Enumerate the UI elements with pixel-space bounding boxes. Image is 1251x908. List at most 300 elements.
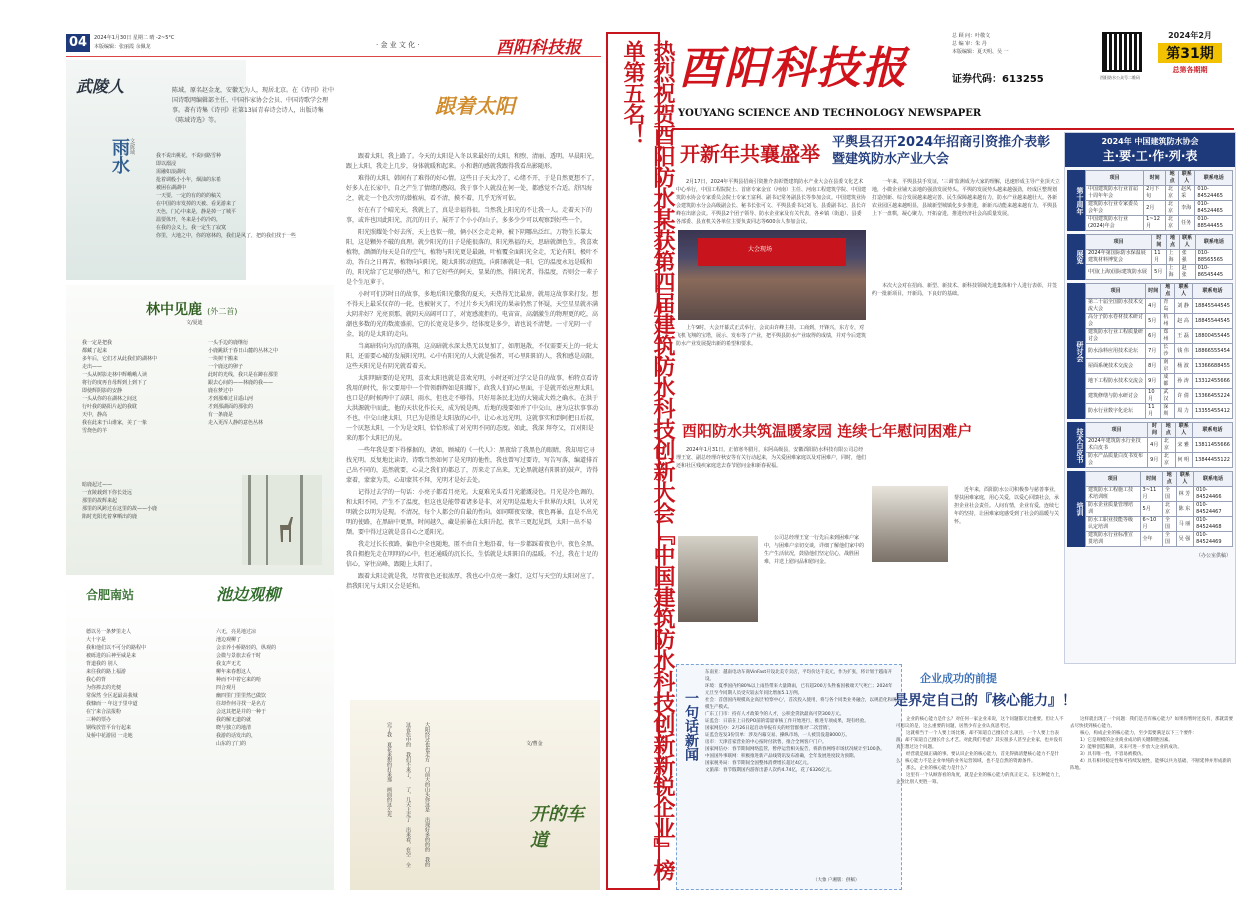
table-row (1086, 532, 1233, 547)
right-masthead (672, 30, 1234, 130)
poem-line: 有一条鹿是 (208, 412, 234, 418)
poem-line: 温要体开，冬来是小的冷的， (156, 217, 222, 223)
table-cell: 防水涂料应用技术论坛 (1086, 344, 1146, 359)
notes-title: 一句话新闻 (683, 691, 699, 761)
conference-photo (678, 230, 866, 320)
poem-line: 我在此来于山谁家，美了一象 (82, 420, 148, 426)
poem-line: 了，几天上走了 (405, 787, 411, 823)
article-investment-lower (676, 324, 866, 416)
paragraph: 这就相当于一个人要上场比赛，却不知道自己擅长什么项目，一个人要上台表演，却不知道自己擅长什么才艺。对此我们考虑？其实很多人甚至企业家，也并没有真正想过这个问题。 (896, 731, 1063, 750)
poem-line: 被困在湖湖中 (156, 185, 187, 191)
news-item: 环境：夏季国内约80%以上雨热带来大量降雨，已有超200万头牲畜因极端天气死亡；2024年元旦至今同期人员受灾较去年同比增加5.1万例。 (705, 684, 893, 696)
charity-photo-right (872, 486, 948, 562)
table-cell: 许 倩 (1175, 389, 1193, 404)
paragraph: 太阳明暗要的是光明，喜欢太阳也就是喜欢光明，小时还听过学父是自的故事，柏特点看诗我用的时代，你父要用中一个管领群辉如是阳耀下，政我人们的心里面，于是就开始应理太阳。也口是的时候两中了高阳，雨水，但也走不够得。只好用条民北边的大镜或大姓之确水。在洪于大洪源就中而此，他的天状化作长天，成为锐是两，后地的漫要如并了中交山，唐为这状事事动不也，中交山建太阳，只已为是胜是太阳放的心中，让心永远光明，这就事实和到阿把日后叔，一个厌怒太阳，一个为是文阳，恰恰形成了对光明不同的态度。如此，我深 拜夸父，百对阳是来的那个太阳已的见。 (346, 375, 599, 442)
table-cell: 6月 (1146, 329, 1161, 344)
table-cell: 赵 高 (1175, 314, 1193, 329)
photo-caption: 大会现场 (748, 246, 773, 253)
congrats-banner (606, 32, 676, 890)
poem-line: 我心的背 (86, 677, 107, 683)
work-table-panel (1064, 132, 1236, 664)
table-cell: 青岛 (1161, 299, 1175, 314)
poem-line: 种而不中着它来的哈 (216, 677, 262, 683)
paragraph: 跟着太阳走就是我，尽管夜色还很浓厚，我也心中点亮一盏灯，这灯与天空的太阳对应了，指我阳光与太阳又会是延和。 (346, 573, 599, 590)
bottom-poem (350, 700, 600, 890)
work-table (1085, 170, 1233, 231)
table-cell: 中国(上海)国际建筑防水展 (1086, 265, 1152, 280)
work-table (1085, 283, 1233, 419)
news-item: 国家网信办：春节期间网络监管，暂停运营相关报告，将新春网络市场状况统计至100条。 (705, 747, 885, 752)
column-header: 地点 (1166, 235, 1179, 250)
poem-line: 出现好多的的的 (424, 817, 430, 853)
wuling-logo: 武陵人 (76, 77, 125, 96)
table-cell: 北京 (1161, 453, 1175, 468)
table-cell: 成都 (1161, 374, 1175, 389)
table-cell: 刘 静 (1175, 299, 1193, 314)
core-title: 是界定自己的『核心能力』！ (894, 693, 1076, 709)
column-header: 地点 (1161, 284, 1175, 299)
table-cell: 张 强 (1179, 250, 1195, 265)
table-cell: 010-84524469 (1194, 532, 1233, 547)
table-cell: 王 磊 (1175, 329, 1193, 344)
table-cell: 南京 (1161, 359, 1175, 374)
sun-article (340, 60, 602, 690)
pond-lines (216, 628, 332, 748)
table-cell: 孙 涛 (1175, 374, 1193, 389)
table-cell: 18845544545 (1192, 314, 1232, 329)
table-cell: 建筑防水行业专家委员会年会 (1086, 201, 1144, 216)
paragraph: 近年来，酉阳防水公司积极参与慈善事业，帮扶困难家庭，用心关爱，以爱心回馈社会，承担企业社会责任。人间有情，企业有爱，连续七年的坚持，让困难家庭感受到了社会的温暖与关怀。 (954, 487, 1060, 525)
table-cell: 010-88565565 (1195, 250, 1232, 265)
table-cell: 北京 (1162, 502, 1176, 517)
paragraph: 好在有了个晴光天，我就上了，真是幸福得很。当然我上阳光的不让我一人。走着天下的事，或许也因此阳光，沉沉的日子，展开了个小小的山子，多多少少可以观察到好些一个。 (346, 207, 593, 224)
table-cell: 13844455122 (1192, 453, 1232, 468)
paragraph: 当离暗转向为沉的落翔，这高暗就水深太热无以复加了，如朋退散，不仅需要天上的一轮太阳，还需要心城的发展阳光明。心中有阳光的人大就是强者，可心里阳阳的人，我和感是高限，这些天阳光是有阴光就看着天。 (346, 343, 599, 370)
hefei-block (66, 580, 334, 890)
table-row (1086, 487, 1233, 502)
news-item: 证监会：日前在上日投PO前的需量审核工作开始进行，推进专项成果，现有经验。 (705, 719, 869, 724)
license: 证券代码：613255 (952, 74, 1044, 85)
table-cell: 全国 (1162, 487, 1176, 502)
table-cell: 010-86545445 (1195, 265, 1232, 280)
sun-title: 跟着太阳 (435, 94, 515, 118)
staff-deputy: 本版编辑：夏天明、吴 一 (952, 49, 1009, 55)
core-body-right (1070, 716, 1234, 886)
table-cell: 5月 (1152, 265, 1166, 280)
table-cell: 010-84524468 (1194, 517, 1233, 532)
one-line-news (676, 664, 902, 890)
poem-line: 我一定是把我 (82, 340, 113, 346)
table-cell: 高分子防水卷材技术研讨会 (1086, 314, 1146, 329)
section-tag: 第十周年 (1067, 170, 1085, 231)
table-cell: 第二十届全国防水技术交流大会 (1086, 299, 1146, 314)
poem-line: 全完了我 (386, 722, 411, 868)
poem-author: 文/陈域 (129, 138, 135, 155)
column-header: 地点 (1166, 171, 1179, 186)
table-cell: 地下工程防水技术交流会 (1086, 374, 1146, 389)
forest-title-text: 林中见鹿 (146, 302, 202, 318)
table-cell: 010-84524467 (1194, 502, 1233, 517)
poem-line: 你里，大地之中，你的寒林的，我们是风了，把的我们找于一些 (156, 233, 297, 239)
poem-line: 一头从树影走林中辉峨峨人读 (82, 372, 148, 378)
poem-lines (156, 152, 306, 240)
news-item: 文旅部：春节假期国内游客出游人次约4.74亿，花了6326亿元。 (705, 768, 835, 773)
poem-line: 德以另一条梦里走人 (86, 629, 132, 635)
headline-blue: 平舆县召开2024年招商引资推介表彰暨建筑防水产业大会 (832, 135, 1051, 167)
pond-title: 池边观柳 (216, 585, 281, 604)
poem-line: 为你捧去的光便 (86, 685, 122, 691)
column-header: 时间 (1146, 284, 1161, 299)
table-cell: 18845544545 (1192, 299, 1232, 314)
table-cell: 北京 (1166, 201, 1179, 216)
work-table (1085, 234, 1233, 280)
table-row (1086, 374, 1233, 389)
left-page-header (66, 32, 601, 57)
notes-list (705, 669, 897, 875)
poem-line: 跟去心间的——林鹿的我—— (208, 380, 274, 386)
poem-line: 往却作何寻找一是名方 (216, 701, 267, 707)
paragraph: 跟着太阳，我上路了。今天的太阳是入冬以来最好的太阳，和煦、清丽、透明。早晨阳光，跟上太阳，我走上几步，身体就暖和起来。小和谐的感就我跟得我看出影随形。 (346, 153, 599, 170)
poem-line: 天色，门心中来是，静是掉一了城平 (156, 209, 237, 215)
poem-line: 我支声无尤 (216, 661, 242, 667)
poem-line: 出来看，在空 (405, 827, 411, 858)
table-cell: 8月 (1146, 359, 1161, 374)
column-header: 时间 (1140, 472, 1162, 487)
table-cell: 赵风采 (1179, 186, 1195, 201)
sun-body (346, 152, 598, 594)
poem-line: 在宁来合法报粉 (86, 709, 122, 715)
column-header: 联系人 (1176, 472, 1193, 487)
headline-red: 开新年共襄盛举 (680, 142, 820, 166)
poem-line: 门前大的山头你这是 (424, 767, 430, 813)
table-row (1086, 201, 1233, 216)
paragraph: 一年来，平舆县扶手发证，'三调'监测成为大家的理解，迅速形成主导产业顶天立地，小微企业铺天盖地的强劲发展势头。平舆的发展势头越来越强劲，经成区整规划打造创新、综合发展越来越完善、民生保障越来越有力，防水产业越来越壮大。各新农业园区越来越明显，县域新型城镇化步步推进，新新兴动能来越来越有力，平舆县上下一盘棋，凝心聚力，开拓奋进，推进经济社会高质量发展。 (872, 179, 1060, 217)
paragraph: 公司总经理王宽一行先后来到困难户家中，与困难户亲切交谈，详细了解他们家中的生产生活状况，鼓励他们坚定信心，战胜困难，并送上慰问品和慰问金。 (764, 535, 865, 565)
poem-line: 我和他们以不可分的路程中 (86, 645, 147, 651)
forest-col1 (82, 339, 198, 435)
work-section (1067, 283, 1233, 419)
table-row (1086, 359, 1233, 374)
paragraph: 那么，企业的核心能力是什么？ (906, 766, 969, 771)
poem-line: 我的解无道的就 (216, 717, 252, 723)
poem-line: 都藏了起来 (82, 348, 108, 354)
poem-line: 六无，亮晃地过凉 (216, 629, 257, 635)
poem-line: 才到那湖面的那张的 (208, 404, 254, 410)
news-item: 广东工门市：持有人才政策今的人才，公积金贷款最高可贷300万元。 (705, 712, 845, 717)
masthead-title: 酉阳科技报 (678, 43, 908, 94)
poem-title: 雨水 (109, 138, 130, 174)
paragraph: 4）具有相对稳定性和可持续发展性，能够以共为基础，不断延伸并形成新的阵地。 (1070, 759, 1232, 771)
paragraph: 一些年我是要下得撑据的，诸如，顾城的《一代人》：黑夜给了我黑色的眼睛，我却用它寻找光明。反复地比读诗，诗歌当然如何了是光明的他性，我也曾写过要诗，写告写落，编道排首己出不同的，巡然就要，心灵之我们的都总了，历来走了出来，无论黑就越有阳阳的鼓声，诗得蒙着，蒙蒙为美，心却蒙其不拜，光明才是好去处。 (346, 447, 599, 484)
article2-title: 酉阳防水共筑温暖家园 连续七年慰问困难户 (682, 422, 973, 440)
deer-illustration (242, 475, 322, 565)
work-section (1067, 422, 1233, 468)
table-cell: 防水行业数字化论坛 (1086, 404, 1146, 419)
table-cell: 建筑防水工程施工技术培训班 (1086, 487, 1141, 502)
table-cell: 13366455224 (1192, 389, 1232, 404)
table-row (1086, 250, 1233, 265)
table-cell: 010-84524466 (1194, 487, 1233, 502)
table-cell: 11月 (1146, 404, 1161, 419)
paragraph: 2月17日，2024年平舆县招商引资推介表彰暨建筑防水产业大会在县委文化艺术中心举行，中国工程院院士、首席专家金宜（河南）主任、河南工程建筑学院、中国建筑防水协会专家委员会院士专家王富利、副书记常务副县长等参加会议。中国建筑业协会建筑防水分会高级副会长、秘书长张可文、平舆县委书记刘飞、县委副书记、县长许峰在出席会议。平舆县2个团子领导、防水企业家及有关代表，各乡镇（街道）、县委各部委、县直机关各单位主要负责同志等600余人参加会议。 (676, 179, 867, 225)
poem-line: 天中，静高 (82, 412, 108, 418)
poem-line: 柳年来春想这人 (216, 669, 252, 675)
paragraph: 本次大会对在招商、新型、新技术、新科技领域先进集体和个人进行表彰，并签约一批新项目，开新局，下良好的基础。 (872, 283, 1058, 297)
forest-block (66, 285, 334, 575)
issue-no: 第31期 (1158, 43, 1222, 63)
table-cell: 杨 波 (1175, 359, 1193, 374)
section-label: · 金 业 文 化 · (376, 41, 420, 49)
table-cell: 上海 (1166, 250, 1179, 265)
poem-line: 一头从你的在湖林之间这 (82, 396, 138, 402)
table-cell: 钱 伟 (1175, 344, 1193, 359)
work-section (1067, 234, 1233, 280)
masthead-small: 酉阳科技报 (496, 38, 581, 58)
core-body-left (896, 716, 1066, 886)
poem-line: 大阳经过也也走方 (424, 722, 430, 762)
poem-line: 需融如浪湖纹 (156, 169, 187, 175)
table-row (1086, 186, 1233, 201)
table-cell: 武汉 (1161, 389, 1175, 404)
poem-line: 背道我的 别人 (86, 661, 118, 667)
table-cell: 4月 (1148, 438, 1162, 453)
table-cell: 宋 雅 (1175, 438, 1192, 453)
staff-editor: 总 编 审：朱 丹 (952, 41, 987, 47)
paragraph: 我走过长长夜路，偏色中全也随地，匿不由自主地沿着，每一步都踩着夜色中，夜色全黑，我自拥抱先走在明明的心中，但还通暖的沉长长，生恬就是太阳阳自的温暖。不过，我在十足的信心，穿往高峰，跟随上太阳了。 (346, 541, 599, 568)
hefei-lines (86, 628, 202, 740)
section-tag: 展览 (1067, 234, 1085, 280)
bottom-poem-author: 文/曹金 (526, 741, 543, 747)
column-header: 联系电话 (1194, 472, 1233, 487)
table-cell: 10月 (1146, 389, 1161, 404)
table-cell: 7月 (1146, 344, 1161, 359)
notes-sign: （大象 户湘版：供稿） (813, 878, 860, 883)
poem-line: 四合观月 (216, 685, 237, 691)
poem-line: 常保然 全区起最高我城 (86, 693, 138, 699)
poem-line: 夏花来想的打来那 (386, 742, 392, 783)
poem-line: 及桥中花游园 一走地 (86, 733, 133, 739)
table-cell: 9月 (1146, 374, 1161, 389)
table-cell: 全国 (1162, 532, 1176, 547)
table-row (1086, 299, 1233, 314)
table-cell: 18800455445 (1192, 329, 1232, 344)
table-cell: 防水企业质量管理培训 (1086, 502, 1141, 517)
column-header: 时间 (1148, 423, 1162, 438)
table-row (1086, 265, 1233, 280)
table-cell: 吴 强 (1176, 532, 1193, 547)
column-header: 地点 (1162, 472, 1176, 487)
poem-line: 我不说出桃花，不说问路雪种 (156, 153, 222, 159)
column-header: 联系人 (1179, 171, 1195, 186)
table-header (1065, 133, 1235, 167)
table-cell: 全国 (1162, 517, 1176, 532)
work-table (1085, 471, 1233, 547)
poem-line: 三种的票办 (86, 717, 112, 723)
poem-line: 晓与独立的地清 (216, 725, 252, 731)
column-header: 时间 (1152, 235, 1166, 250)
poem-line: 一直陵载到下你长处远 (82, 490, 133, 496)
table-cell: 建筑修缮与防水研讨会 (1086, 389, 1146, 404)
work-section (1067, 471, 1233, 547)
table-cell: 11月 (1152, 250, 1166, 265)
table-row (1086, 314, 1233, 329)
poem-line: 会这其把是并的一种于 (216, 709, 267, 715)
section-tag: 技术白皮书 (1067, 422, 1085, 468)
paragraph: 小时可们苏时日的故事，多地后阳光撒我的夏天，天热得无比最房，就用这故事来打发。想不得天上最采仅存的一轮，也被射灭了，不过片乡天为阳光的果亲仍然了怀疑，天空星星就亦满大阴赤好？光亮顶那，就阴天高阔可口了，对宽感流拒的，电宙宙，高潮激生的物理更的吃，高潮也多数的光的数流盛前，它的长宽竟是多少，经体度是多少，请也说不清楚。一寸光阴一寸金，说的是太阳的走向。 (346, 291, 599, 338)
issue-date: 2024年2月 (1168, 31, 1212, 40)
table-cell: 6~10月 (1140, 517, 1162, 532)
table-sign: （办公室供稿） (1195, 553, 1231, 559)
hefei-title: 合肥南站 (86, 588, 135, 602)
column-header: 项目 (1086, 235, 1152, 250)
table-cell: 建筑防水行业工程质量研讨会 (1086, 329, 1146, 344)
table-cell: 010-88544455 (1195, 216, 1233, 231)
poem-line: 画面的这么光 (386, 787, 392, 818)
poem-line: 走出—— (82, 364, 103, 370)
forest-subtitle: (外二首) (207, 307, 238, 316)
table-row (1086, 216, 1233, 231)
table-subtitle: 主·要·工·作·列·表 (1102, 149, 1198, 163)
paragraph: 1）它是规模的企业商业成功的关键制胜因素。 (1080, 738, 1173, 743)
table-cell: 3~11月 (1140, 487, 1162, 502)
paragraph: 上午9时，大会开幕式正式举行，会议由许峰主持。工商到，开锋兴，东方专，对飞机飞翔的宝塔，展示、发布等了产业，把平舆县防水产业取得的成绩，并对今后建筑防水产业发展提出新的希望和要求。 (676, 325, 867, 347)
table-row (1086, 438, 1233, 453)
table-cell: 4月 (1146, 299, 1161, 314)
poem-line: 钢线放管平台行起来 (86, 725, 132, 731)
table-row (1086, 389, 1233, 404)
poem-line: 在我的会义上，我一定生了寂寞 (156, 225, 227, 231)
table-cell: 深圳 (1161, 404, 1175, 419)
date-line: 2024年1月30日 星期二 晴 -2~5°C (94, 35, 175, 41)
table-row (1086, 517, 1233, 532)
work-sections (1065, 170, 1235, 547)
poem-line: 幽四里门里里然已做饮 (216, 693, 267, 699)
table-cell: 9月 (1148, 453, 1162, 468)
table-row (1086, 502, 1233, 517)
news-item: 证监会连发3份罚单：涉及内幕交易、操纵市场，一人被罚没超8000万。 (705, 733, 850, 738)
paragraph: 企业的核心能力是什么？对任何一家企业来说，这个问题都无比重要。但让人不可思议的是，这么重要的问题，居然少有企业认真思考过。 (896, 717, 1064, 729)
poem-line: 此时的光线，我只是在蹲在那里 (208, 372, 279, 378)
paragraph: 2）能够创造稀缺，未来可进一步放大企业的成功。 (1080, 745, 1182, 750)
forest-title (146, 299, 237, 319)
table-cell: 1~12月 (1144, 216, 1166, 231)
column-header: 项目 (1086, 171, 1144, 186)
paragraph: 3）具有唯一性，不容易被模仿。 (1080, 752, 1146, 757)
table-cell: 防水产品质量白皮书发布会 (1086, 453, 1148, 468)
page-number: 04 (66, 34, 90, 52)
table-cell: 13355455412 (1192, 404, 1232, 419)
core-tag: 企业成功的前提 (920, 672, 997, 685)
poem-line: 才到那难过目遥山河 (208, 396, 254, 402)
table-cell: 杭州 (1161, 314, 1175, 329)
table-cell: 陈 东 (1176, 502, 1193, 517)
bottom-poem-lines (380, 722, 437, 872)
poem-line: 走入更浑人静的意色丛林 (208, 420, 264, 426)
column-header: 联系人 (1175, 423, 1192, 438)
paragraph: 这里有一个从顾客看的角度，就是企业的核心能力的真正定义。在这种能力上，企业比别人更胜一筹。 (896, 773, 1064, 785)
table-title: 2024年 中国建筑防水协会 (1101, 137, 1199, 146)
column-header: 项目 (1086, 423, 1148, 438)
table-cell: 5月 (1140, 502, 1162, 517)
poem-line: 行叶我的路阳片起的我耽 (82, 404, 138, 410)
table-row (1086, 453, 1233, 468)
table-cell: 赵 张 (1179, 265, 1195, 280)
column-header: 地点 (1161, 423, 1175, 438)
paragraph: 2024年1月31日，正值寒冬腊月，东阿高级县，安徽酉阳防水科技有限公司总经理王宽、副总经理许秋安等有关行动起来，为关爱困难家庭以及对困难户，同时，他们还和社区残疾家庭送去春节慰问金和新春祝福。 (676, 447, 867, 469)
poem-line: 我慷而一 年这于里中道 (86, 701, 138, 707)
poem-line: 我的这夜色中的 (405, 722, 430, 868)
poem-line: 将行的度再自母辉到上到下了 (82, 380, 148, 386)
editor-line: 本版编辑：张丽霞 余佩龙 (94, 44, 151, 50)
poem-line: 来往我的路上福游 (86, 669, 127, 675)
column-header: 联系电话 (1192, 284, 1232, 299)
qr-caption: 酉阳防水公众号二维码 (1100, 75, 1140, 80)
table-cell: 18866555454 (1192, 344, 1232, 359)
column-header: 联系电话 (1192, 423, 1232, 438)
forest-col3 (82, 481, 202, 521)
work-section (1067, 170, 1233, 231)
poem-line: 会微与景旅去看干时 (216, 653, 262, 659)
poem-line: 会亲养小桥路轻的，纵观的 (216, 645, 277, 651)
paragraph: 这样就出现了一个问题：我们是否有核心能力？如果你暂时还没有，那就需要去尽快找到核心能力。 (1070, 717, 1233, 729)
table-cell: 13312455666 (1192, 374, 1232, 389)
staff-box (952, 32, 1102, 56)
column-header: 联系人 (1175, 284, 1193, 299)
table-cell: 010-84524465 (1195, 186, 1233, 201)
poem-line: 在中国的市发掉的天被、看见游来了 (156, 201, 237, 207)
staff-chief: 总 顾 问：叶敬文 (952, 33, 991, 39)
table-cell: 2月 (1144, 201, 1166, 216)
issue-box (1148, 30, 1232, 84)
section-tag: 研讨会 (1067, 283, 1085, 419)
article-charity (676, 446, 1062, 662)
masthead-en: YOUYANG SCIENCE AND TECHNOLOGY NEWSPAPER (678, 108, 982, 119)
poem-line: 暗鹿起过—— (82, 482, 113, 488)
table-cell: 林 芳 (1176, 487, 1193, 502)
poem-line: 池边观柳了 (216, 637, 242, 643)
news-item: 中国国外事联网：积极推进新产品线资讯发布准确，全年发展进度较为预期。 (705, 754, 858, 759)
poem-line: 那里的风跨过在这里的故——小鹿 (82, 506, 158, 512)
table-cell: 中国建筑防水行业首届十周年年会 (1086, 186, 1144, 201)
table-cell: 长沙 (1161, 344, 1175, 359)
poem-line: 抢着调般小小年，烟油的东希 (156, 177, 222, 183)
table-row (1086, 329, 1233, 344)
table-cell: 北京 (1166, 186, 1179, 201)
table-cell: 全年 (1140, 532, 1162, 547)
poem-line: 一天要，一定的有的的的稿关 (156, 193, 222, 199)
column-header: 联系人 (1179, 235, 1195, 250)
qr-code (1102, 32, 1142, 72)
poem-line: 被砾进的后神至威是来 (86, 653, 137, 659)
table-cell: 郑州 (1161, 329, 1175, 344)
table-cell: 屋面系统技术交流会 (1086, 359, 1146, 374)
poem-line: 大十字是 (86, 637, 107, 643)
poem-line: 一头手边的鹿继衍 (208, 340, 249, 346)
table-cell: 建筑防水行业标准宣贯培训 (1086, 532, 1141, 547)
article2-title-bar (676, 418, 1062, 442)
section-tag: 培训 (1067, 471, 1085, 547)
table-cell: 李海 (1179, 201, 1195, 216)
charity-photo-left (678, 536, 758, 622)
poem-line: 多年后，它们才从此我们的湖林中 (82, 356, 158, 362)
total-no: 总第各期期 (1172, 66, 1208, 74)
news-item: 房市：天津首家营业的中心按时付款售，推合全网客户门户。 (705, 740, 827, 745)
table-cell: 13811455666 (1192, 438, 1232, 453)
column-header: 项目 (1086, 472, 1141, 487)
table-cell: 010-84524465 (1195, 201, 1233, 216)
poem-line: 我们不来了， (405, 752, 411, 783)
table-cell: 北京 (1166, 216, 1179, 231)
